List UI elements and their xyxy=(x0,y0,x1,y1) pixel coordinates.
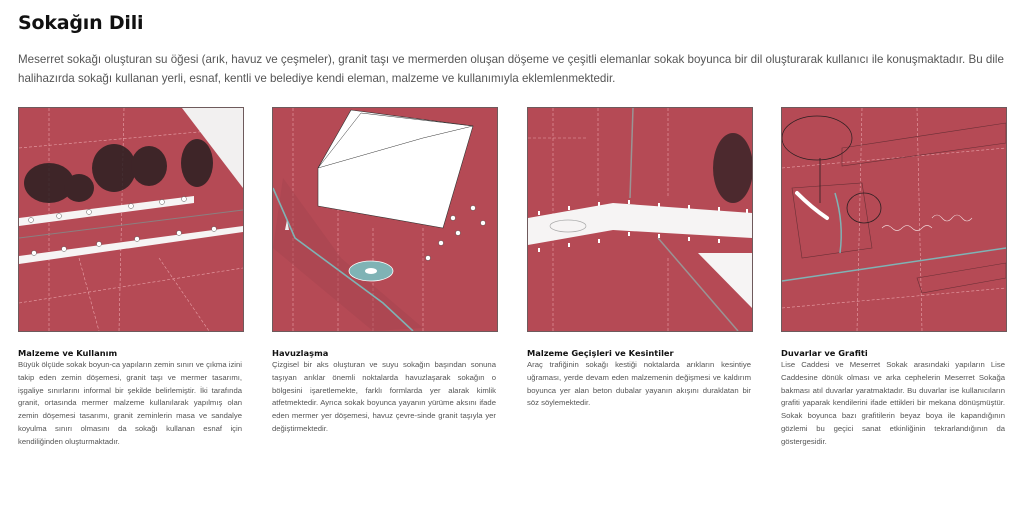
illustration-pooling xyxy=(272,107,498,332)
illustration-material-transitions xyxy=(527,107,753,332)
caption-text: Lise Caddesi ve Meserret Sokak arasındaki yapıların Lise Caddesine dönük olması ve arka cephelerin Meserret Sokağa bakması atıl duvarlar yaratmaktadır. Bu duvarlar ise kullanıcıların grafiti yaparak kendilerini ifade ettikleri bir mekana dönüşmüştür. Sokak boyunca bazı grafitilerin beyaz boya ile kapandığının gözlemi bu geçici sanat etkinliğinin tekrarlandığının da göstergesidir. xyxy=(781,360,1005,446)
caption-title: Havuzlaşma xyxy=(272,348,329,358)
street-cafe-drawing xyxy=(19,108,243,331)
water-channel-bottom xyxy=(658,238,738,331)
road-crossing-drawing xyxy=(528,108,752,331)
caption-material-transitions xyxy=(527,348,751,410)
wall-bottom xyxy=(917,263,1006,293)
caption-title: Duvarlar ve Grafiti xyxy=(781,348,868,358)
page-title: Sokağın Dili xyxy=(18,12,144,34)
building-white xyxy=(318,110,473,228)
caption-text: Çizgisel bir aks oluşturan ve suyu sokağın başından sonuna taşıyan arıklar önemli noktalarda havuzlaşarak sokağın o bölgesini işaretlemekte, farklı formlarda yer alarak kimlik atfetmektedir. Ayrıca sokak boyunca yayanın yürüme aksını ifade eden mermer yer döşemesi, havuz çevre-sinde granit taşıyla yer değiştirmektedir. xyxy=(272,360,496,433)
caption-text: Araç trafiğinin sokağı kestiği noktalarda arıkların kesintiye uğraması, yerde devam eden malzemenin değişmesi ve kaldırım boyunca yer alan beton dubalar yayanın akışını duraklatan bir söz söylemektedir. xyxy=(527,360,751,408)
caption-title: Malzeme Geçişleri ve Kesintiler xyxy=(527,348,674,358)
caption-walls-graffiti xyxy=(781,348,1005,449)
wall-top xyxy=(842,123,1006,166)
granite-strip-bottom xyxy=(19,226,243,264)
caption-title: Malzeme ve Kullanım xyxy=(18,348,118,358)
graffiti-stroke-teal xyxy=(835,193,841,253)
caption-pooling xyxy=(272,348,496,436)
intro-paragraph: Meserret sokağı oluşturan su öğesi (arık, havuz ve çeşmeler), granit taşı ve mermerden oluşan döşeme ve çeşitli elemanlar sokak boyunca bir dil oluşturarak kullanıcı ile konuşmaktadır. Bu dile halihazırda sokağı kullanan yerli, esnaf, kentli ve belediye kendi eleman, malzeme ve kullanımıyla eklemlenmektedir. xyxy=(18,53,1004,85)
tree-canopy xyxy=(713,133,752,203)
caption-material-and-use xyxy=(18,348,242,449)
sidewalk-corner xyxy=(698,253,752,308)
graffiti-stroke-white xyxy=(797,193,827,218)
tree-canopies xyxy=(24,139,213,203)
caption-text: Büyük ölçüde sokak boyun-ca yapıların zemin sınırı ve çıkma izini takip eden zemin döşemesi, granit taşı ve mermer tasarımı, işgaliye sınırlarını informal bir şekilde belirlemiştir. İki tarafında granit, ortasında mermer malzeme kullanılarak yapılmış olan zemin döşemesi tasarımı, granit zeminlerin masa ve sandalye koyulma sınırı olmasını da sokağı kullanan esnaf için kendiliğinden oluşturmaktadır. xyxy=(18,360,242,446)
water-channel xyxy=(782,248,1006,281)
water-channel-top xyxy=(630,108,633,198)
illustration-walls-graffiti xyxy=(781,107,1007,332)
illustration-material-and-use xyxy=(18,107,244,332)
walls-graffiti-drawing xyxy=(782,108,1006,331)
graffiti-scribbles xyxy=(882,215,972,231)
tree-outline xyxy=(782,116,852,160)
pool-center xyxy=(365,268,377,274)
dashed-grid xyxy=(782,108,1006,331)
building-pool-drawing xyxy=(273,108,497,331)
